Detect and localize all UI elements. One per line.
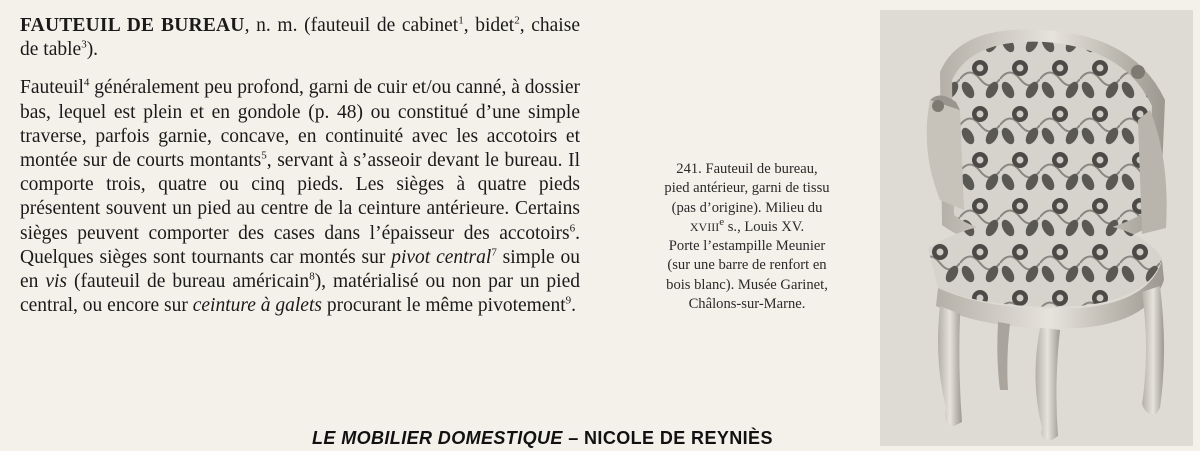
credit-separator: – — [562, 428, 585, 448]
caption-line: (sur une barre de renfort en — [667, 257, 827, 274]
book-title: LE MOBILIER DOMESTIQUE — [312, 428, 563, 448]
caption-line: 241. Fauteuil de bureau, — [676, 161, 818, 177]
footnote-ref-1: 1 — [458, 14, 464, 27]
footnote-ref-9: 9 — [565, 294, 572, 307]
caption-period: s., Louis XV. — [724, 218, 805, 235]
footnote-ref-5: 5 — [261, 149, 267, 162]
entry-grammar: , n. m. (fauteuil de cabinet — [244, 15, 459, 36]
caption-line: (pas d’origine). Milieu du — [671, 199, 823, 216]
caption-line: bois blanc). Musée Garinet, — [666, 276, 828, 293]
definition-text-2: , servant à s’asseoir devant le bureau. Il comporte trois, quatre ou cinq pieds. Les sièges à quatre pieds présentent souvent un pied au centre de la ceinture antérieure. Certains sièges peuvent comporter des cases dans l’épaisseur des accotoirs — [20, 150, 580, 244]
caption-line — [628, 218, 866, 237]
footnote-ref-4: 4 — [83, 76, 90, 89]
caption-line: pied antérieur, garni de tissu — [664, 180, 830, 197]
footnote-ref-8: 8 — [309, 270, 315, 283]
caption-century-suffix: e — [719, 216, 725, 229]
entry-synonym-2: , bidet — [463, 15, 515, 36]
footnote-ref-6: 6 — [569, 222, 576, 235]
caption-line: Porte l’estampille Meunier — [668, 238, 826, 255]
definition-text-1: généralement peu profond, garni de cuir et/ou canné, à dossier bas, lequel est plein et en gondole (p. 48) ou constitué d’une simple traverse, parfois garnie, concave, en continuité avec les accotoirs et montée sur de courts montants — [20, 77, 580, 172]
caption-century: XVIII — [689, 219, 720, 234]
definition-text-6: ), matérialisé ou non par un pied central, ou encore sur — [20, 271, 580, 317]
dictionary-entry — [20, 14, 580, 318]
entry-synonym-end: ). — [86, 39, 99, 61]
entry-synonym-3: , chaise de table — [20, 15, 580, 61]
book-credit — [312, 428, 773, 449]
footnote-ref-7: 7 — [491, 246, 497, 259]
figure-caption — [628, 160, 866, 314]
entry-headword: FAUTEUIL DE BUREAU — [20, 15, 245, 36]
entry-heading-paragraph — [20, 14, 580, 62]
definition-text-5: (fauteuil de bureau américain — [67, 271, 310, 293]
definition-text-3: . Quelques sièges sont tournants car montés sur — [20, 222, 580, 268]
entry-definition-paragraph — [20, 76, 580, 318]
definition-end: . — [571, 295, 577, 317]
caption-line: Châlons-sur-Marne. — [688, 296, 806, 313]
definition-word: Fauteuil — [20, 77, 84, 99]
definition-text-4: simple ou en — [20, 246, 580, 293]
definition-text-7: procurant le même pivotement — [321, 295, 566, 317]
armchair-photo — [880, 10, 1193, 446]
italic-term-galets: ceinture à galets — [192, 295, 322, 317]
italic-term-pivot: pivot central — [391, 246, 492, 268]
footnote-ref-2: 2 — [514, 14, 520, 27]
italic-term-vis: vis — [45, 271, 68, 293]
footnote-ref-3: 3 — [81, 38, 87, 51]
book-author: NICOLE DE REYNIÈS — [584, 428, 773, 448]
